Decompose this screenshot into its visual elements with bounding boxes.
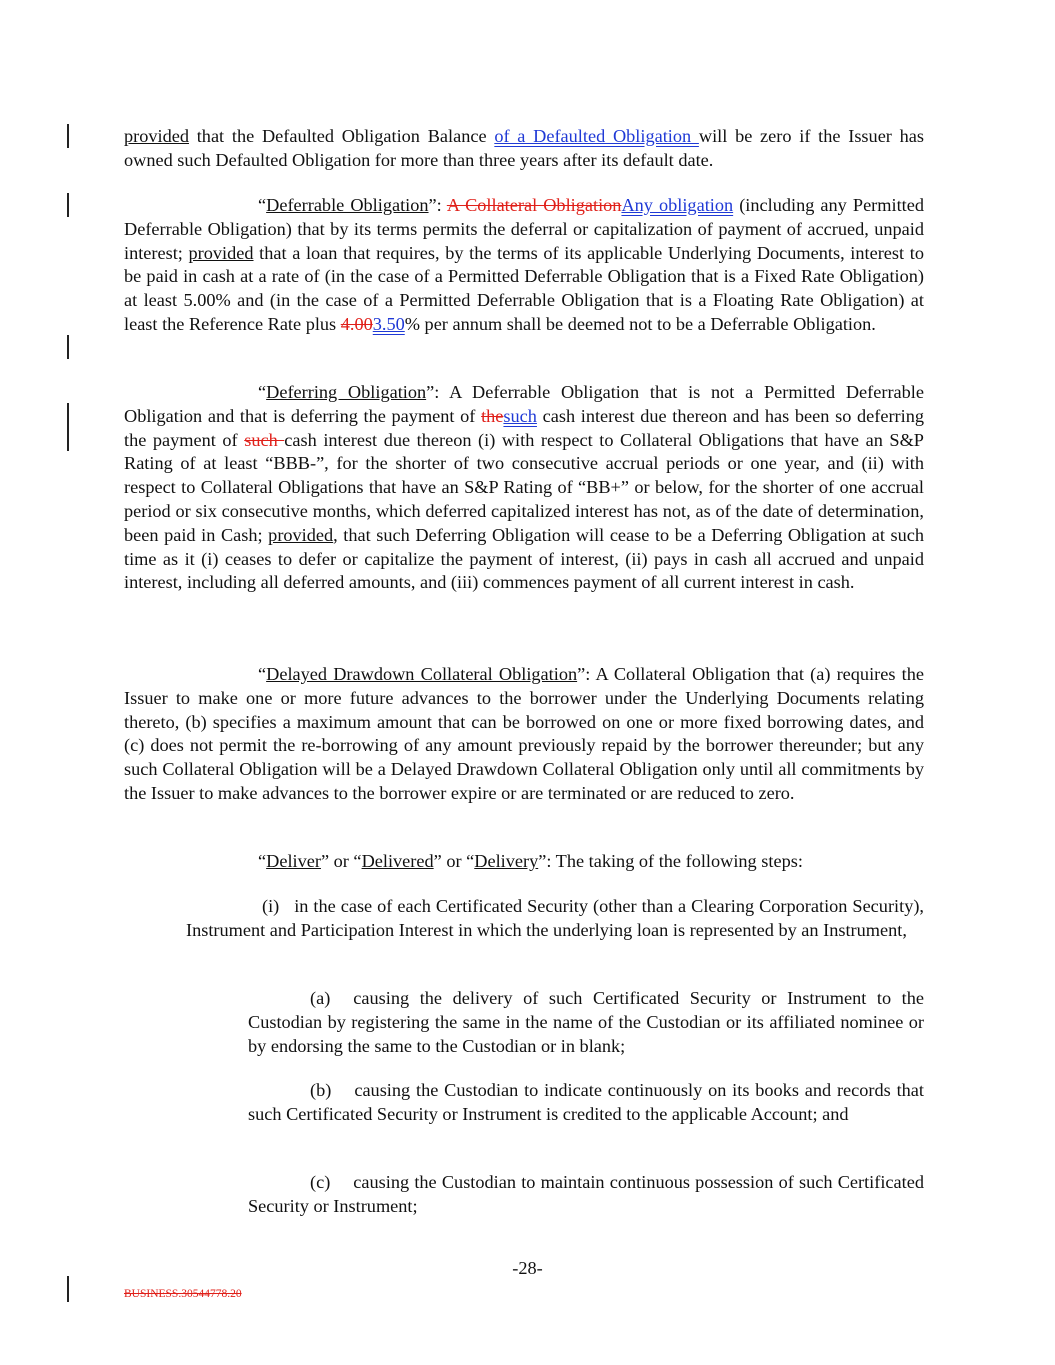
quote-mark: ”: bbox=[426, 382, 450, 402]
inserted-text: of a Defaulted Obligation bbox=[494, 126, 699, 146]
defined-term: Deliver bbox=[266, 851, 321, 871]
quote-mark: ”: bbox=[428, 195, 447, 215]
provided-term: provided bbox=[188, 242, 254, 263]
paragraph-defaulted-obligation-balance bbox=[124, 125, 924, 173]
list-text: causing the Custodian to indicate continuously on its books and records that such Certificated Security or Instrument is credited to the applicable Account; and bbox=[248, 1080, 924, 1124]
list-text: causing the Custodian to maintain continuous possession of such Certificated Security or Instrument; bbox=[248, 1172, 924, 1216]
quote-mark: ”: bbox=[577, 664, 596, 684]
page-number: -28- bbox=[512, 1258, 543, 1278]
list-label: (c) bbox=[310, 1172, 331, 1192]
paragraph-deliver bbox=[124, 850, 924, 874]
text-run: ”: The taking of the following steps: bbox=[538, 851, 803, 871]
text-run: will be zero if the Issuer has owned such Defaulted Obligation for more than three years after its default date. bbox=[124, 126, 924, 170]
quote-mark: “ bbox=[258, 664, 267, 684]
quote-mark: “ bbox=[258, 382, 267, 402]
change-bar bbox=[67, 335, 69, 359]
change-bar bbox=[67, 124, 69, 148]
text-run: A Collateral Obligation that (a) requires the Issuer to make one or more future advances to the borrower under the Underlying Documents relating thereto, (b) specifies a maximum amount that can be borrowed on one or more fixed borrowing dates, and (c) does not permit the re-borrowing of any amount previously repaid by the borrower thereunder; but any such Collateral Obligation will be a Delayed Drawdown Collateral Obligation only until all commitments by the Issuer to make advances to the borrower expire or are terminated or are reduced to zero. bbox=[124, 664, 924, 803]
list-text: in the case of each Certificated Security (other than a Clearing Corporation Security), Instrument and Participation Interest in which the underlying loan is represented by an Instrument, bbox=[186, 896, 924, 940]
list-label: (a) bbox=[310, 988, 331, 1008]
quote-mark: ” or “ bbox=[320, 851, 362, 871]
list-item-c bbox=[248, 1171, 924, 1219]
defined-term: Delayed Drawdown Collateral Obligation bbox=[266, 664, 578, 684]
defined-term: Deferrable Obligation bbox=[266, 195, 429, 215]
deleted-text: such bbox=[244, 429, 285, 450]
text-run: cash interest due thereon (i) with respect to Collateral Obligations that have an S&P Rating of at least “BBB-”, for the shorter of two consecutive accrual periods or one year, and (ii) with respect to Collateral Obligations that have an S&P Rating of “BB+” or below, for the shorter of one accrual period or six consecutive months, which deferred capitalized interest has not, as of the date of determination, been paid in Cash; bbox=[124, 429, 924, 545]
inserted-text: such bbox=[503, 405, 537, 426]
change-bar bbox=[67, 403, 69, 451]
inserted-text: 3.50 bbox=[372, 313, 405, 334]
list-item-i bbox=[186, 895, 924, 943]
defined-term: Deferring Obligation bbox=[266, 382, 427, 402]
deleted-text: the bbox=[481, 405, 504, 426]
text-run: that a loan that requires, by the terms of its applicable Underlying Documents, interest to be paid in cash at a rate of (in the case of a Permitted Deferrable Obligation that is a Fixed Rate Obligation) at least 5.00% and (in the case of a Permitted Deferrable Obligation that is a Floating Rate Obligation) at least the Reference Rate plus bbox=[124, 242, 924, 334]
quote-mark: “ bbox=[258, 851, 267, 871]
list-label: (i) bbox=[262, 896, 280, 916]
change-bar bbox=[67, 1276, 69, 1302]
footer-document-id: BUSINESS.30544778.20 bbox=[124, 1288, 242, 1300]
list-text: causing the delivery of such Certificated Security or Instrument to the Custodian by registering the same in the name of the Custodian or its affiliated nominee or by endorsing the same to the Custodian or in blank; bbox=[248, 988, 924, 1056]
paragraph-deferrable-obligation bbox=[124, 194, 924, 337]
paragraph-delayed-drawdown bbox=[124, 663, 924, 806]
deleted-text: A Collateral Obligation bbox=[446, 195, 622, 215]
text-run: % per annum shall be deemed not to be a Deferrable Obligation. bbox=[404, 313, 876, 334]
text-run: that the Defaulted Obligation Balance bbox=[188, 126, 495, 146]
defined-term: Delivery bbox=[474, 851, 539, 871]
text-run: , that such Deferring Obligation will cease to be a Deferring Obligation at such time as it (i) ceases to defer or capitalize the payment of interest, (ii) pays in cash all accrued and unpaid interest, including all deferred amounts, and (iii) commences payment of all current interest in cash. bbox=[124, 524, 924, 593]
text-run: cash interest due thereon and has been so deferring the payment of bbox=[124, 405, 924, 450]
quote-mark: ” or “ bbox=[433, 851, 475, 871]
quote-mark: “ bbox=[258, 195, 267, 215]
provided-term: provided bbox=[124, 126, 189, 146]
provided-term: provided bbox=[268, 524, 334, 545]
change-bar bbox=[67, 193, 69, 217]
list-item-b bbox=[248, 1079, 924, 1127]
inserted-text: Any obligation bbox=[621, 195, 734, 215]
text-run: A Deferrable Obligation that is not a Permitted Deferrable Obligation and that is deferring the payment of bbox=[124, 382, 924, 426]
deleted-text: 4.00 bbox=[340, 313, 373, 334]
paragraph-deferring-obligation bbox=[124, 381, 924, 595]
list-label: (b) bbox=[310, 1080, 332, 1100]
list-item-a bbox=[248, 987, 924, 1058]
defined-term: Delivered bbox=[361, 851, 434, 871]
text-run: (including any Permitted Deferrable Obligation) that by its terms permits the deferral or capitalization of payment of accrued, unpaid interest; bbox=[124, 195, 924, 263]
